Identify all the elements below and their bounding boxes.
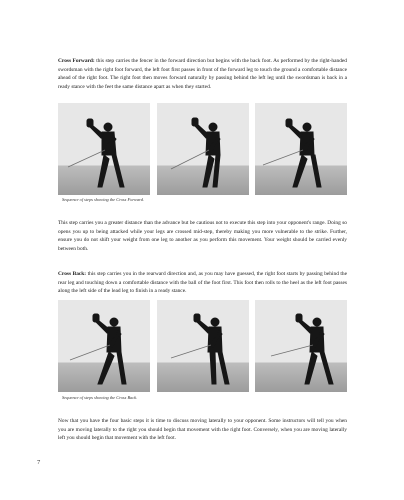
cross-back-photo-1: [58, 300, 150, 392]
cross-back-caption: Sequence of steps showing the Cross Back.: [62, 395, 138, 400]
cross-forward-photo-row: [58, 103, 347, 195]
fencer-figure: [286, 119, 321, 187]
fencer-figure: [93, 314, 126, 384]
cross-forward-caption: Sequence of steps showing the Cross Forward.: [62, 197, 144, 202]
cross-forward-photo-1: [58, 103, 150, 195]
lateral-movement-paragraph: Now that you have the four basic steps it is time to discuss moving laterally to your opponent. Some instructors will tell you when you are moving laterally to the right you should begin that movement with the right foot. Conversely, when you are moving laterally left you should begin that movement with the left foot.: [58, 418, 347, 442]
cross-back-heading: Cross Back:: [58, 271, 87, 277]
range-caution-paragraph: This step carries you a greater distance than the advance but be cautious not to execute this step into your opponent's range. Doing so opens you up to being attacked while your legs are crossed mid-step, thereby making you more vulnerable to the strike. Further, ensure you do not shift your weight from one leg to another as you perform this movement. Your weight should be carried evenly between both.: [58, 220, 347, 252]
cross-forward-heading: Cross Forward:: [58, 58, 95, 64]
cross-back-photo-2: [157, 300, 249, 392]
page-number: 7: [37, 459, 41, 466]
cross-back-photo-row: [58, 300, 347, 392]
fencer-figure: [192, 118, 220, 187]
cross-back-paragraph: [58, 270, 347, 296]
cross-forward-photo-3: [255, 103, 347, 195]
cross-forward-photo-2: [157, 103, 249, 195]
cross-back-photo-3: [255, 300, 347, 392]
cross-back-text: this step carries you in the rearward direction and, as you may have guessed, the right foot starts by passing behind the rear leg and touching down a comfortable distance with the ball of the foot first. This foot then rolls to the heel as the left foot passes along the left side of the lead leg to finish in a ready stance.: [58, 271, 348, 295]
cross-forward-text: this step carries the fencer in the forward direction but begins with the back foot. As performed by the right-handed swordsman with the right foot forward, the left foot first passes in front of the forward leg to touch the ground a comfortable distance ahead of the right foot. The right foot then moves forward naturally by passing behind the left leg until the swordsman is back in a ready stance with the feet the same distance apart as when they started.: [58, 58, 347, 90]
cross-forward-paragraph: [58, 57, 347, 91]
fencer-figure: [296, 314, 333, 384]
fencer-figure: [87, 119, 124, 187]
